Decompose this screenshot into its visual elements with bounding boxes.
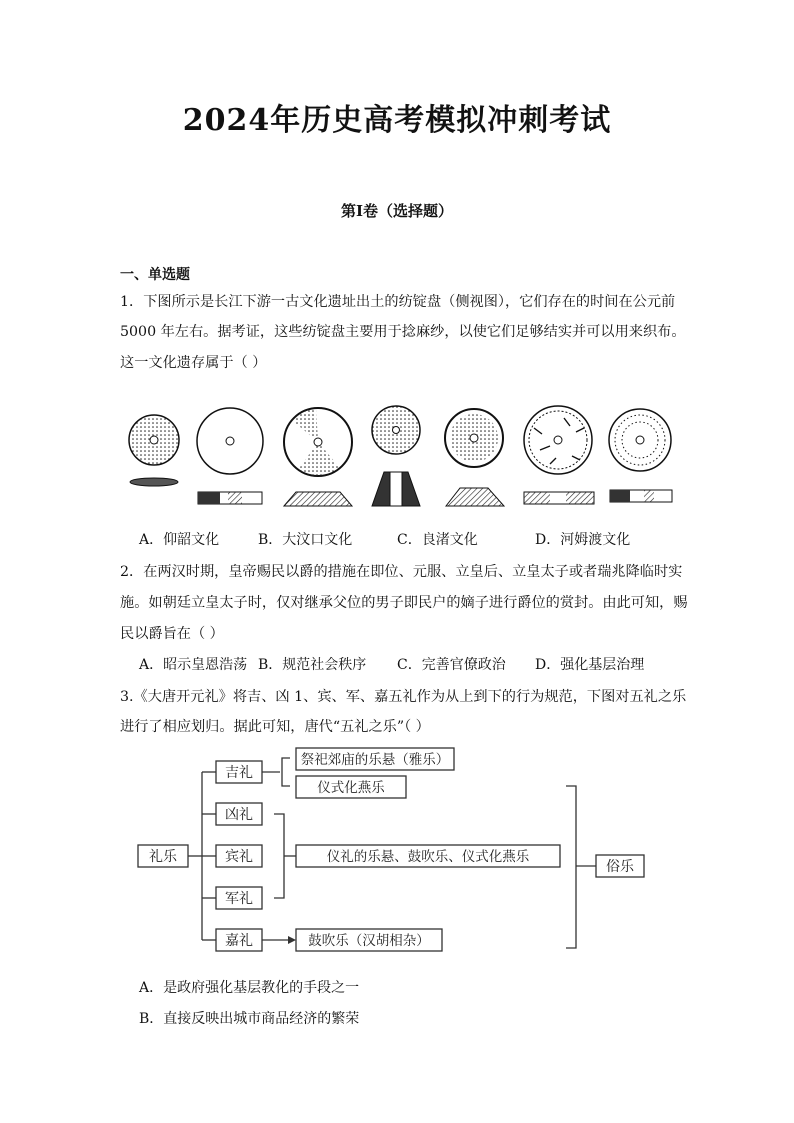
rite-jia-label: 嘉礼 <box>225 933 253 949</box>
whorl-4 <box>372 406 420 506</box>
exam-title: 2024年历史高考模拟冲刺考试 <box>182 103 612 138</box>
q1-stem-line-2: 5000 年左右。据考证，这些纺锭盘主要用于捻麻纱，以使它们足够结实并可以用来织布。 <box>120 324 686 340</box>
q1-option-c[interactable]: C．良渚文化 <box>397 532 478 548</box>
whorl-2 <box>197 408 263 504</box>
music-ji-2-label: 仪式化燕乐 <box>317 780 385 796</box>
diagram-root-label: 礼乐 <box>149 849 177 865</box>
music-mid-label: 仪礼的乐悬、鼓吹乐、仪式化燕乐 <box>326 849 530 865</box>
q2-stem-line-2: 施。如朝廷立皇太子时，仅对继承父位的男子即民户的嫡子进行爵位的赏封。由此可知，赐 <box>120 595 688 611</box>
q2-option-a[interactable]: A．昭示皇恩浩荡 <box>139 657 248 673</box>
music-jia-label: 鼓吹乐（汉胡相杂） <box>308 933 430 949</box>
spindle-whorl-figure <box>120 398 680 514</box>
rite-bin-label: 宾礼 <box>225 849 253 865</box>
rite-jun-label: 军礼 <box>225 891 253 907</box>
q3-stem-line-1: 3.《大唐开元礼》将吉、凶 1、宾、军、嘉五礼作为从上到下的行为规范，下图对五礼之乐 <box>120 689 687 705</box>
q1-option-a[interactable]: A．仰韶文化 <box>139 532 220 548</box>
rites-music-diagram <box>0 740 794 960</box>
q2-option-d[interactable]: D．强化基层治理 <box>535 657 645 673</box>
q2-options <box>0 654 794 674</box>
music-ji-1-label: 祭祀郊庙的乐悬（雅乐） <box>300 752 450 768</box>
q1-options <box>0 529 794 549</box>
whorl-3 <box>284 408 352 506</box>
q2-option-b[interactable]: B．规范社会秩序 <box>258 657 367 673</box>
q1-option-d[interactable]: D．河姆渡文化 <box>535 532 631 548</box>
q1-stem-line-3: 这一文化遗存属于（ ） <box>120 355 267 371</box>
whorl-5 <box>445 409 504 506</box>
rite-ji-label: 吉礼 <box>225 765 253 781</box>
q3-option-b[interactable]: B．直接反映出城市商品经济的繁荣 <box>139 1011 360 1027</box>
q3-stem-line-2: 进行了相应划归。据此可知，唐代“五礼之乐”（ ） <box>120 719 430 735</box>
whorl-1 <box>129 415 179 486</box>
folk-music-label: 俗乐 <box>606 859 634 875</box>
rite-xiong-label: 凶礼 <box>225 807 253 823</box>
whorl-6 <box>524 406 594 504</box>
part-title: 第Ⅰ卷（选择题） <box>340 202 454 220</box>
section-title: 一、单选题 <box>120 267 190 283</box>
q2-stem-line-1: 2．在两汉时期，皇帝赐民以爵的措施在即位、元服、立皇后、立皇太子或者瑞兆降临时实 <box>120 564 683 580</box>
q1-stem-line-1: 1．下图所示是长江下游一古文化遗址出土的纺锭盘（侧视图），它们存在的时间在公元前 <box>120 294 676 310</box>
q2-option-c[interactable]: C．完善官僚政治 <box>397 657 506 673</box>
whorl-7 <box>609 409 672 502</box>
q3-option-a[interactable]: A．是政府强化基层教化的手段之一 <box>139 980 360 996</box>
q1-option-b[interactable]: B．大汶口文化 <box>258 532 353 548</box>
q2-stem-line-3: 民以爵旨在（ ） <box>120 626 224 642</box>
